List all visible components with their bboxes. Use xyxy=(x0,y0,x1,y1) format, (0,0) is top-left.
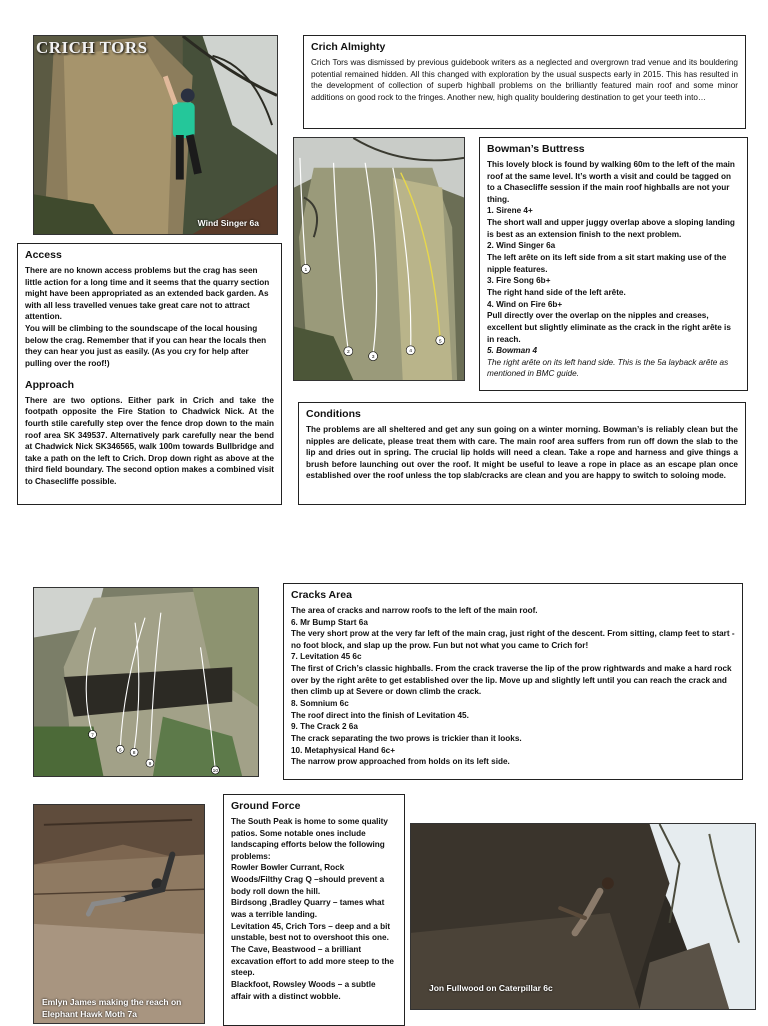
crich-almighty-body: Crich Tors was dismissed by previous guidebook writers as a neglected and overgrown trad venue and its bouldering potential remained hidden. All this changed with exploration by the usual suspects early in 2015. This has resulted in the development of collection of superb highball problems on the brilliantly featured main roof and some minor additions on good rock to the fringes. Another new, high quality bouldering destination to get your teeth into… xyxy=(311,57,738,102)
bowmans-route-2-desc: The left arête on its left side from a sit start making use of the nipple features. xyxy=(487,253,727,274)
access-approach-box xyxy=(17,243,282,505)
svg-text:9: 9 xyxy=(148,762,152,768)
bowmans-route-4-desc: Pull directly over the overlap on the nipples and creases, excellent but slightly eliminate as the crack in the right arête is in reach. xyxy=(487,311,731,344)
crich-tors-logo: CRICH TORS xyxy=(36,38,148,57)
bowmans-route-2-name: 2. Wind Singer 6a xyxy=(487,241,556,251)
approach-title: Approach xyxy=(25,378,75,391)
cracks-route-10-desc: The narrow prow approached from holds on its left side. xyxy=(291,757,510,767)
cracks-route-10-name: 10. Metaphysical Hand 6c+ xyxy=(291,745,395,755)
cracks-route-marker-7 xyxy=(89,730,97,738)
cracks-route-9-desc: The crack separating the two prows is trickier than it looks. xyxy=(291,733,522,743)
conditions-box xyxy=(298,402,746,505)
bowmans-route-marker-4 xyxy=(406,346,415,355)
conditions-body: The problems are all sheltered and get any sun going on a winter morning. Bowman’s is reliably clean but the nipples are delicate, please treat them with care. The main roof area suffers from run off down the slab to the lip and dries out in spring. The crucial lip holds will need a clean. Take a rope and harness and give things a brush before launching out over the roof. It might be useful to leave a rope in place as an escape plan once established over the roof unless the top slab/cracks are clean and you are happy to switch to soloing mode. xyxy=(306,424,738,481)
bowmans-title: Bowman’s Buttress xyxy=(487,143,585,155)
svg-text:4: 4 xyxy=(409,349,413,355)
caterpillar-caption: Jon Fullwood on Caterpillar 6c xyxy=(429,983,553,993)
caterpillar-photo xyxy=(410,823,756,1010)
wind-singer-caption: Wind Singer 6a xyxy=(197,218,259,228)
cracks-route-9-name: 9. The Crack 2 6a xyxy=(291,722,358,732)
bowmans-route-5-desc: The right arête on its left hand side. This is the 5a layback arête as mentioned in BMC guide. xyxy=(487,357,729,379)
svg-text:2: 2 xyxy=(346,350,350,356)
cracks-intro: The area of cracks and narrow roofs to the left of the main roof. xyxy=(291,605,538,615)
bowmans-route-1-name: 1. Sirene 4+ xyxy=(487,206,533,216)
cracks-route-marker-6 xyxy=(116,745,124,753)
bowmans-topo-image xyxy=(294,138,464,380)
cracks-route-8-name: 8. Somnium 6c xyxy=(291,699,349,709)
access-title: Access xyxy=(25,249,62,261)
cracks-route-6-desc: The very short prow at the very far left of the main crag, just right of the descent. From sitting, clamp feet to start - no foot block, and slap up the prow. Fun but not what you came to Crich for! xyxy=(291,629,735,650)
cracks-area-box xyxy=(283,583,743,780)
elephant-hawk-moth-photo xyxy=(33,804,205,1024)
svg-text:8: 8 xyxy=(132,751,136,757)
ground-force-item-4: The Cave, Beastwood – a brilliant excavation effort to add more steep to the steep. xyxy=(231,944,394,978)
svg-text:10: 10 xyxy=(212,769,219,775)
bowmans-route-5-name: 5. Bowman 4 xyxy=(487,346,538,356)
crich-almighty-title: Crich Almighty xyxy=(311,41,386,53)
cracks-topo xyxy=(33,587,259,777)
wind-singer-image xyxy=(34,36,277,234)
bowmans-route-3-desc: The right hand side of the left arête. xyxy=(487,287,626,297)
cracks-route-marker-9 xyxy=(146,759,154,767)
caterpillar-image xyxy=(411,824,755,1009)
svg-text:1: 1 xyxy=(304,267,308,273)
bowmans-route-marker-1 xyxy=(301,264,310,273)
bowmans-route-4-name: 4. Wind on Fire 6b+ xyxy=(487,299,563,309)
svg-text:5: 5 xyxy=(438,339,442,345)
bowmans-buttress-box xyxy=(479,137,748,391)
approach-body: There are two options. Either park in Crich and take the footpath opposite the Fire Station to Chadwick Nick. At the fourth stile carefully step over the fence drop down to the main roof area SK 349537. Alternatively park carefully near the bend at Chadwick Nick SK346565, walk 100m towards Bullbridge and take a path on the left to Crich. Drop down right as above at the third field boundary. The second option makes a combined visit to Chasecliffe possible. xyxy=(25,395,274,487)
bowmans-route-marker-3 xyxy=(369,352,378,361)
elephant-hawk-moth-image xyxy=(34,805,204,1023)
wind-singer-photo xyxy=(33,35,278,235)
conditions-title: Conditions xyxy=(306,408,361,420)
cracks-route-marker-10 xyxy=(211,766,219,774)
cracks-route-7-desc: The first of Crich’s classic highballs. From the crack traverse the lip of the prow rightwards and make a hard rock over by the right arête to get established over the lip. Move up and slightly left until you can reach the crack and then climb up at Severe or down climb the crack. xyxy=(291,664,732,697)
svg-text:6: 6 xyxy=(118,748,122,754)
bowmans-topo xyxy=(293,137,465,381)
bowmans-route-marker-2 xyxy=(344,347,353,356)
cracks-title: Cracks Area xyxy=(291,589,352,601)
ground-force-box xyxy=(223,794,405,1026)
access-paragraph-1: There are no known access problems but the crag has seen little action for a long time and it seems that the quarry section might have been appropriated as an extended back garden. As with all less travelled venues take great care not to attract attention. xyxy=(25,265,270,322)
bowmans-route-list xyxy=(487,205,740,380)
svg-text:3: 3 xyxy=(371,355,375,361)
ground-force-item-1: Rowler Bowler Currant, Rock Woods/Filthy Crag Q –should prevent a body roll down the hill. xyxy=(231,863,385,896)
crich-almighty-box xyxy=(303,35,746,129)
ground-force-intro: The South Peak is home to some quality patios. Some notable ones include landscaping efforts below the following problems: xyxy=(231,816,388,861)
bowmans-intro: This lovely block is found by walking 60m to the left of the main roof at the same level. It’s worth a visit and could be tagged on to a Chasecliffe session if the main roof highballs are not your thing. xyxy=(487,159,735,204)
ground-force-item-5: Blackfoot, Rowsley Woods – a subtle affair with a distinct wobble. xyxy=(231,979,376,1001)
cracks-route-8-desc: The roof direct into the finish of Levitation 45. xyxy=(291,710,469,720)
bowmans-route-1-desc: The short wall and upper juggy overlap above a sloping landing is best as an extension finish to the next problem. xyxy=(487,218,735,239)
bowmans-route-3-name: 3. Fire Song 6b+ xyxy=(487,276,551,286)
cracks-route-6-name: 6. Mr Bump Start 6a xyxy=(291,617,368,627)
cracks-route-7-name: 7. Levitation 45 6c xyxy=(291,652,362,662)
ground-force-item-3: Levitation 45, Crich Tors – deep and a bit unstable, best not to overshoot this one. xyxy=(231,921,391,943)
ground-force-item-2: Birdsong ,Bradley Quarry – tames what was a terrible landing. xyxy=(231,898,385,920)
ground-force-title: Ground Force xyxy=(231,800,301,812)
elephant-hawk-moth-caption: Emlyn James making the reach on Elephant Hawk Moth 7a xyxy=(42,997,182,1020)
access-paragraph-2: You will be climbing to the soundscape of the local housing below the crag. Remember that if you can hear the locals then they can hear you just as easily. (As you cry for help after pulling over the roof!) xyxy=(25,324,267,369)
bowmans-route-marker-5 xyxy=(436,336,445,345)
svg-text:7: 7 xyxy=(91,733,94,739)
cracks-topo-image xyxy=(34,588,258,776)
cracks-route-marker-8 xyxy=(130,748,138,756)
